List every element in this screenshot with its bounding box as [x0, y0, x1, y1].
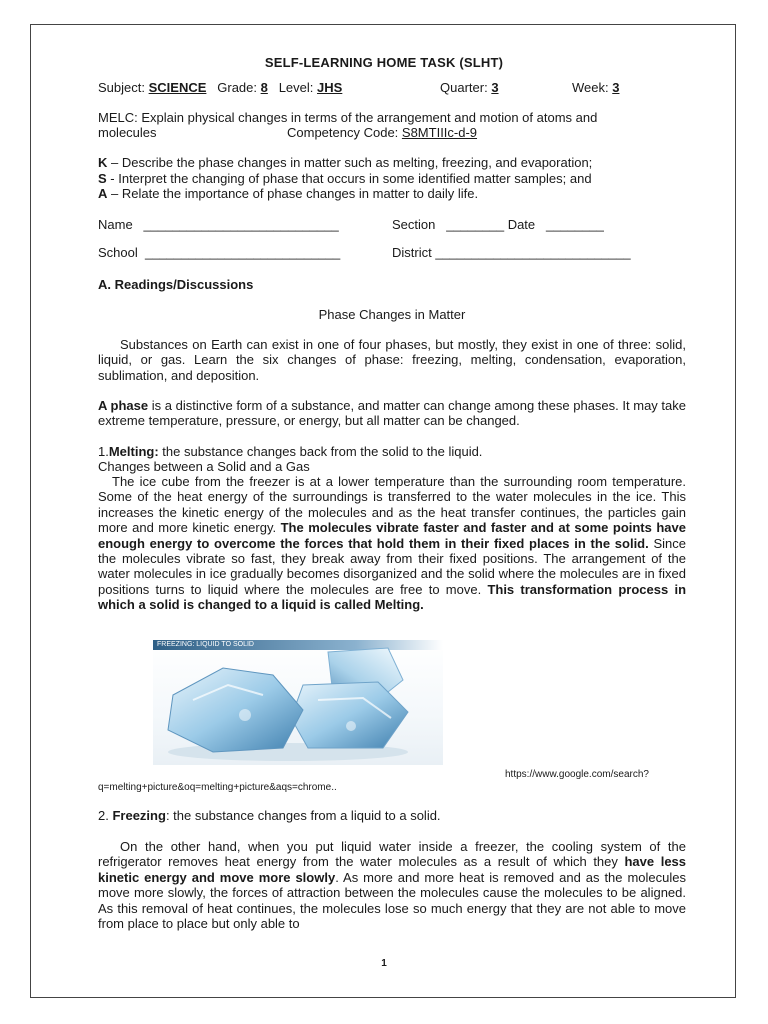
- quarter-value: 3: [491, 80, 499, 95]
- page-number: 1: [381, 958, 387, 969]
- ice-cubes-icon: [153, 640, 443, 765]
- image-source-line-1: https://www.google.com/search?: [505, 769, 649, 780]
- phase-definition: A phase is a distinctive form of a substance, and matter can change among these phases. It may take extreme temperature, pressure, or energy, but all matter can be changed.: [98, 398, 686, 429]
- district-field[interactable]: District ___________________________: [392, 245, 631, 260]
- quarter-field: Quarter: 3: [440, 80, 499, 95]
- subject-value: SCIENCE: [148, 80, 207, 95]
- level-value: JHS: [317, 80, 343, 95]
- reading-title: Phase Changes in Matter: [318, 307, 466, 322]
- melting-paragraph: The ice cube from the freezer is at a lower temperature than the surrounding room temperature. Some of the heat energy of the surroundings is transferred to the water molecules in the ice. This increases the kinetic energy of the molecules and as the heat transfer continues, the particles gain more and more kinetic energy. The molecules vibrate faster and faster and at some points have enough energy to overcome the forces that hold them in their fixed places in the solid. Since the molecules vibrate so fast, they break away from their fixed positions. The arrangement of the water molecules in ice gradually becomes disorganized and the solid where the molecules are in fixed positions turns to liquid where the molecules are free to move. This transformation process in which a solid is changed to a liquid is called Melting.: [98, 474, 687, 613]
- competency-code: Competency Code: S8MTIIIc-d-9: [287, 125, 478, 140]
- objective-a: A – Relate the importance of phase changes in matter to daily life.: [98, 186, 479, 201]
- section-heading: A. Readings/Discussions: [98, 277, 254, 292]
- objective-s: S - Interpret the changing of phase that occurs in some identified matter samples; and: [98, 171, 592, 186]
- name-field[interactable]: Name ___________________________: [98, 217, 339, 232]
- week-value: 3: [612, 80, 620, 95]
- document-title: SELF-LEARNING HOME TASK (SLHT): [264, 55, 504, 70]
- melc-line-2: molecules: [98, 125, 157, 140]
- week-field: Week: 3: [572, 80, 620, 95]
- freezing-heading: 2. Freezing: the substance changes from a liquid to a solid.: [98, 808, 441, 823]
- image-source-line-2: q=melting+picture&oq=melting+picture&aqs=chrome..: [98, 782, 337, 793]
- subject-row: Subject: SCIENCE Grade: 8 Level: JHS: [98, 80, 343, 95]
- grade-value: 8: [260, 80, 268, 95]
- section-field[interactable]: Section ________ Date ________: [392, 217, 604, 232]
- intro-paragraph: Substances on Earth can exist in one of four phases, but mostly, they exist in one of three: solid, liquid, or gas. Learn the six changes of phase: freezing, melting, condensation, evaporation, sublimation, and deposition.: [98, 337, 686, 383]
- figure-banner: FREEZING: LIQUID TO SOLID: [153, 640, 443, 650]
- melc-line-1: MELC: Explain physical changes in terms of the arrangement and motion of atoms and: [98, 110, 598, 125]
- freezing-paragraph: On the other hand, when you put liquid water inside a freezer, the cooling system of the refrigerator removes heat energy from the water molecules as a result of which they have less kinetic energy and move more slowly. As more and more heat is removed and as the molecules move more slowly, the forces of attraction between the molecules cause the molecules to be aligned. As this removal of heat continues, the molecules lose so much energy that they are not able to move from place to place but only able to: [98, 839, 687, 932]
- objective-k: K – Describe the phase changes in matter such as melting, freezing, and evaporation;: [98, 155, 593, 170]
- school-field[interactable]: School ___________________________: [98, 245, 341, 260]
- melting-subheading: Changes between a Solid and a Gas: [98, 459, 310, 474]
- ice-cubes-image: [153, 640, 443, 765]
- melting-heading: 1.Melting: the substance changes back from the solid to the liquid.: [98, 444, 483, 459]
